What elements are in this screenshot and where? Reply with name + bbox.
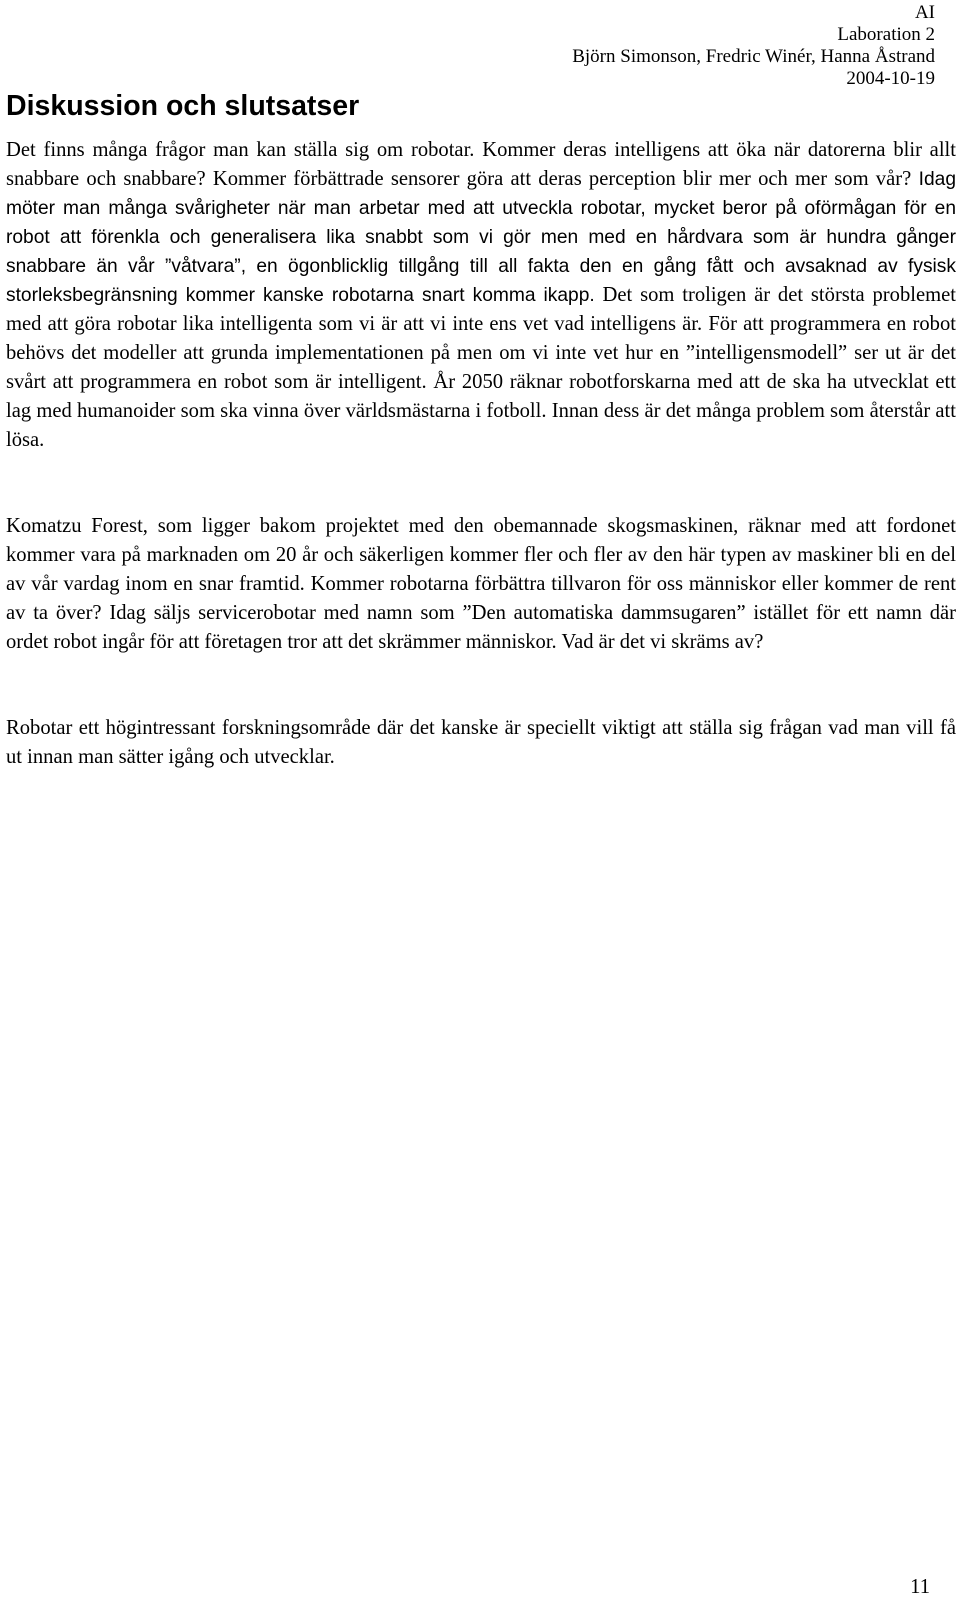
lab-title: Laboration 2 [837, 24, 935, 45]
page-header [572, 2, 935, 90]
author-list: Björn Simonson, Fredric Winér, Hanna Åstrand [572, 46, 935, 67]
course-name: AI [914, 2, 935, 23]
section-heading: Diskussion och slutsatser [6, 90, 360, 122]
paragraph-1-sans-section: Idag möter man många svårigheter när man arbetar med att utveckla robotar, mycket beror på oförmågan för en robot att förenkla och generalisera lika snabbt som vi gör men med en hårdvara som är hundra gånger snabbare än vår ”våtvara”, en ögonblicklig tillgång till all fakta den en gång fått och avsaknad av fysisk storleksbegränsning kommer kanske robotarna snart komma ikapp. [6, 169, 956, 306]
paragraph-1-serif-end: Det som troligen är det största problemet med att göra robotar lika intelligenta som vi är att vi inte ens vet vad intelligens är. För att programmera en robot behövs det modeller att grunda implementationen på men om vi inte vet hur en ”intelligensmodell” ser ut är det svårt att programmera en robot som är intelligent. År 2050 räknar robotforskarna med att de ska ha utvecklat ett lag med humanoider som ska vinna över världsmästarna i fotboll. Innan dess är det många problem som återstår att lösa. [6, 284, 956, 451]
paragraph-discussion-3: Robotar ett högintressant forskningsområde där det kanske är speciellt viktigt att ställa sig frågan vad man vill få ut innan man sätter igång och utvecklar. [6, 717, 956, 768]
paragraph-discussion-1 [6, 136, 956, 455]
paragraph-discussion-2: Komatzu Forest, som ligger bakom projektet med den obemannade skogsmaskinen, räknar med att fordonet kommer vara på marknaden om 20 år och säkerligen kommer fler och fler av den här typen av maskiner bli en del av vår vardag inom en snar framtid. Kommer robotarna förbättra tillvaron för oss människor eller kommer de rent av ta över? Idag säljs servicerobotar med namn som ”Den automatiska dammsugaren” istället för ett namn där ordet robot ingår för att företagen tror att det skrämmer människor. Vad är det vi skräms av? [6, 515, 956, 653]
page-number: 11 [910, 1576, 930, 1598]
report-date: 2004-10-19 [846, 68, 935, 89]
paragraph-1-serif-start: Det finns många frågor man kan ställa sig om robotar. Kommer deras intelligens att öka när datorerna blir allt snabbare och snabbare? Kommer förbättrade sensorer göra att deras perception blir mer och mer som vår? [6, 139, 956, 190]
